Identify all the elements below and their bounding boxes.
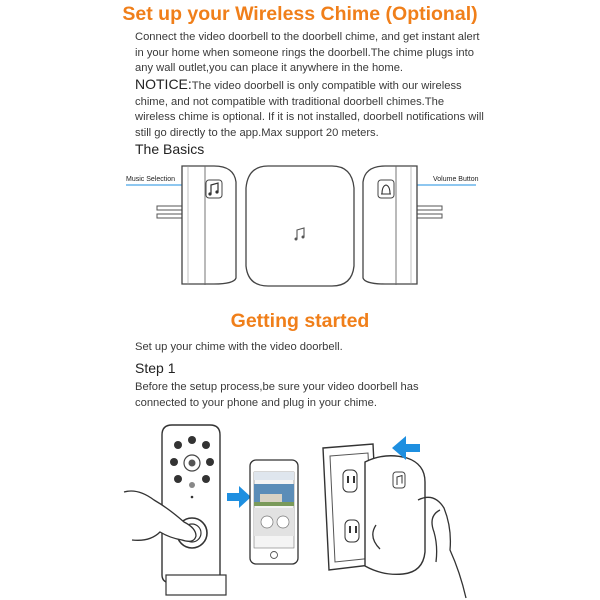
chime-intro-paragraph: Connect the video doorbell to the doorbell chime, and get instant alert in your home when someone rings the doorbell.The chime plugs into any wall outlet,you can place it anywhere in the home. bbox=[135, 31, 480, 74]
step1-heading: Step 1 bbox=[135, 360, 176, 376]
arrow-right-icon bbox=[227, 486, 251, 508]
notice-label: NOTICE: bbox=[135, 76, 192, 92]
step1-text: Before the setup process,be sure your video doorbell has connected to your phone and plug in your chime. bbox=[135, 381, 419, 409]
section-title-getting-started: Getting started bbox=[230, 310, 370, 332]
callout-music-selection: Music Selection bbox=[126, 176, 176, 183]
section-title-wireless-chime: Set up your Wireless Chime (Optional) bbox=[122, 3, 478, 25]
getting-started-intro: Set up your chime with the video doorbell. bbox=[135, 341, 343, 353]
chime-plugging bbox=[365, 456, 425, 575]
notice-text: The video doorbell is only compatible with our wireless chime, and not compatible with traditional doorbell chimes.The wireless chime is optional. If it is not installed, doorbell notifications will still go directly to the app.Max support 20 meters. bbox=[135, 80, 484, 139]
callout-volume-button: Volume Button bbox=[433, 176, 479, 183]
basics-heading: The Basics bbox=[135, 141, 205, 157]
video-doorbell bbox=[162, 425, 226, 595]
smartphone bbox=[250, 460, 298, 564]
